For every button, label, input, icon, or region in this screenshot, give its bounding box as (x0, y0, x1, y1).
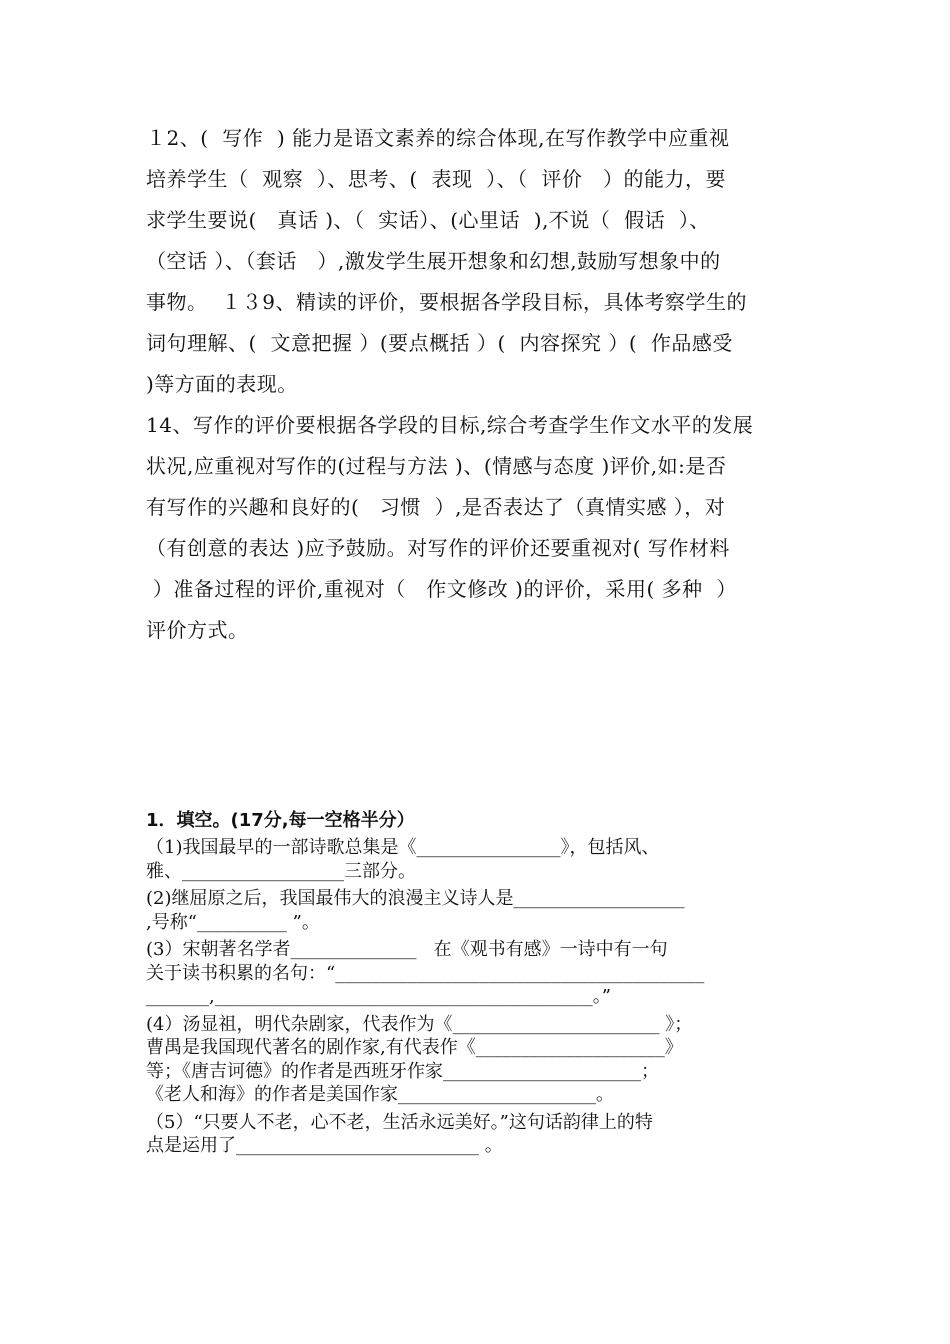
writing-evaluation-paragraphs (146, 118, 816, 651)
text-line: 评价方式。 (146, 618, 249, 642)
question-line: （5）“只要人不老，心不老，生活永远美好。”这句话韵律上的特 (146, 1111, 653, 1133)
question-line: 关于读书积累的名句：“_________________________________________ (146, 962, 705, 984)
question-line: （1)我国最早的一部诗歌总集是《________________》，包括风、 (146, 837, 660, 858)
question-line: 点是运用了___________________________ 。 (146, 1135, 503, 1156)
section-heading: 1．填空。(17分,每一空格半分） (146, 810, 415, 831)
text-line: 培养学生（ 观察 ）、思考、( 表现 ）、（ 评价 ）的能力，要 (146, 167, 726, 191)
question-line: (4）汤显祖，明代杂剧家，代表作为《_______________________ 》； (146, 1013, 693, 1035)
text-line: （空话 ）、（套话 ）,激发学生展开想象和幻想,鼓励写想象中的 (146, 249, 721, 273)
text-line: 求学生要说( 真话 )、（ 实话）、(心里话 ),不说（ 假话 ）、 (146, 208, 710, 232)
text-line: （有创意的表达 )应予鼓励。对写作的评价还要重视对( 写作材料 (146, 536, 730, 560)
text-line: 状况,应重视对写作的(过程与方法 )、(情感与态度 )评价,如:是否 (146, 454, 727, 478)
fill-in-section (146, 806, 818, 1158)
text-line: 事物。 １３9、精读的评价，要根据各学段目标，具体考察学生的 (146, 290, 747, 314)
question-line: (2)继屈原之后，我国最伟大的浪漫主义诗人是___________________ (146, 888, 685, 909)
text-line: １2、( 写作 ) 能力是语文素养的综合体现,在写作教学中应重视 (146, 126, 730, 150)
question-line: 曹禺是我国现代著名的剧作家,有代表作《_____________________》 (146, 1037, 683, 1058)
question-line: ,号称“__________ ”。 (146, 911, 320, 933)
question-line: (3）宋朝著名学者______________ 在《观书有感》一诗中有一句 (146, 939, 668, 960)
text-line: 词句理解、( 文意把握 ）(要点概括 ）( 内容探究 ）( 作品感受 (146, 331, 733, 355)
question-line: 《老人和海》的作者是美国作家______________________。 (146, 1084, 614, 1105)
question-line: _______,__________________________________________。” (146, 986, 611, 1007)
text-line: ）准备过程的评价,重视对（ 作文修改 )的评价，采用( 多种 ） (146, 577, 737, 601)
text-line: 有写作的兴趣和良好的( 习惯 ）,是否表达了（真情实感 ），对 (146, 495, 726, 519)
question-line: 等；《唐吉诃德》的作者是西班牙作家______________________； (146, 1060, 659, 1082)
text-line: )等方面的表现。 (146, 372, 298, 396)
text-line: 14、写作的评价要根据各学段的目标,综合考查学生作文水平的发展 (146, 413, 754, 437)
question-line: 雅、__________________三部分。 (146, 860, 416, 882)
